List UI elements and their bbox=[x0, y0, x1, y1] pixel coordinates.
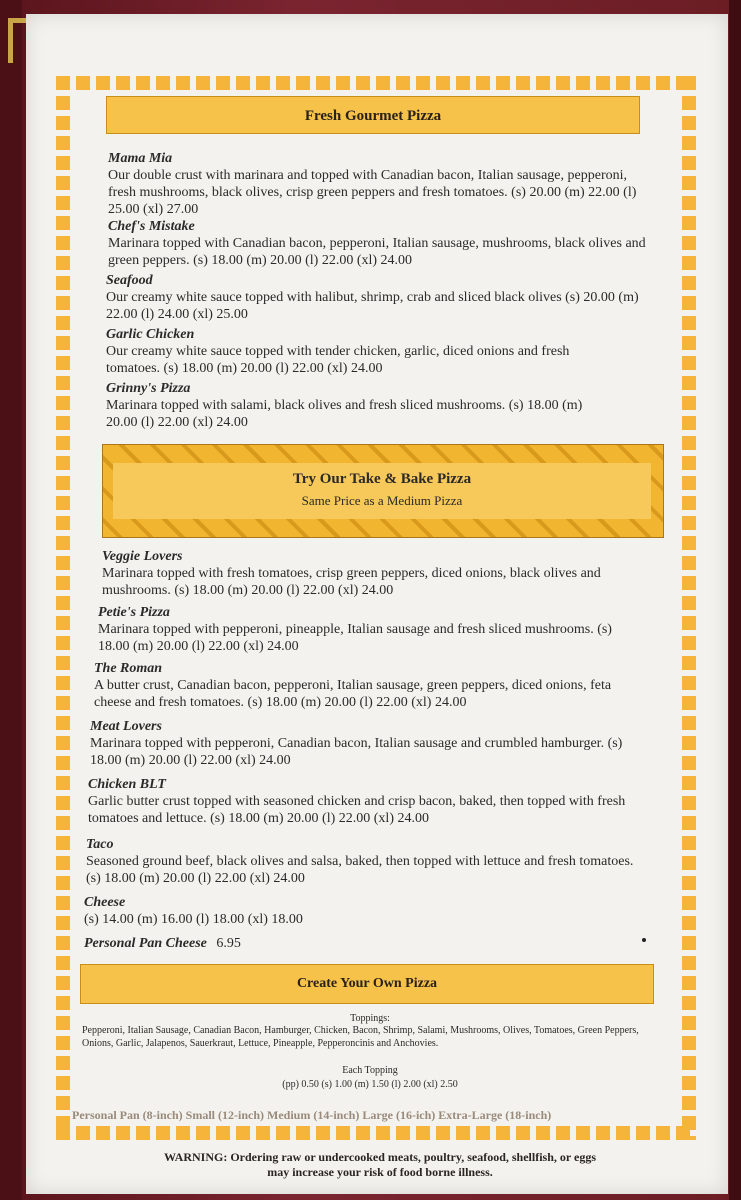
menu-item bbox=[102, 548, 622, 599]
menu-item bbox=[106, 272, 646, 323]
menu-item bbox=[94, 660, 640, 711]
section-banner-create bbox=[80, 964, 654, 1004]
item-description: Our creamy white sauce topped with tender chicken, garlic, diced onions and fresh tomatoes. (s) 18.00 (m) 20.00 (l) 22.00 (xl) 24.00 bbox=[106, 344, 570, 376]
personal-pan-item bbox=[84, 935, 624, 952]
take-bake-panel bbox=[113, 463, 651, 519]
menu-item bbox=[106, 380, 586, 431]
take-bake-banner bbox=[102, 444, 664, 538]
item-description: Seasoned ground beef, black olives and salsa, baked, then topped with lettuce and fresh tomatoes. (s) 18.00 (m) 20.00 (l) 22.00 (xl) 24.00 bbox=[86, 854, 634, 886]
item-name: Mama Mia bbox=[108, 151, 173, 166]
item-description: Our creamy white sauce topped with halibut, shrimp, crab and sliced black olives (s) 20.00 (m) 22.00 (l) 24.00 (xl) 25.00 bbox=[106, 290, 639, 322]
item-name: Petie's Pizza bbox=[98, 605, 170, 620]
item-name: Grinny's Pizza bbox=[106, 381, 191, 396]
item-name: Meat Lovers bbox=[90, 719, 162, 734]
item-description: (s) 14.00 (m) 16.00 (l) 18.00 (xl) 18.00 bbox=[84, 912, 303, 927]
take-bake-subtitle: Same Price as a Medium Pizza bbox=[301, 493, 463, 508]
menu-item bbox=[84, 894, 624, 928]
section-title-gourmet: Fresh Gourmet Pizza bbox=[304, 108, 442, 124]
menu-item bbox=[108, 218, 648, 269]
item-name: Cheese bbox=[84, 895, 126, 910]
item-name: Chef's Mistake bbox=[108, 219, 195, 234]
item-name: Taco bbox=[86, 837, 114, 852]
folder-spine bbox=[0, 0, 22, 1200]
pizza-sizes: Personal Pan (8-inch) Small (12-inch) Medium (14-inch) Large (16-ich) Extra-Large (18-inch) bbox=[72, 1108, 552, 1122]
item-description: Marinara topped with pepperoni, pineapple, Italian sausage and fresh sliced mushrooms. (s) 18.00 (m) 20.00 (l) 22.00 (xl) 24.00 bbox=[98, 622, 612, 654]
food-warning bbox=[80, 1150, 680, 1180]
each-topping-label: Each Topping bbox=[342, 1065, 398, 1076]
item-description: Marinara topped with fresh tomatoes, crisp green peppers, diced onions, black olives and mushrooms. (s) 18.00 (m) 20.00 (l) 22.00 (xl) 24.00 bbox=[102, 566, 601, 598]
menu-item bbox=[90, 718, 638, 769]
toppings-list: Pepperoni, Italian Sausage, Canadian Bacon, Hamburger, Chicken, Bacon, Shrimp, Salami, Mushrooms, Olives, Tomatoes, Green Peppers, Onions, Garlic, Jalapenos, Sauerkraut, Lettuce, Pineapple, Pepperoncinis and Anchovies. bbox=[82, 1025, 639, 1049]
menu-item bbox=[108, 150, 648, 218]
menu-item bbox=[86, 836, 650, 887]
menu-item bbox=[98, 604, 618, 655]
item-name: Chicken BLT bbox=[88, 777, 166, 792]
item-description: Marinara topped with Canadian bacon, pepperoni, Italian sausage, mushrooms, black olives and green peppers. (s) 18.00 (m) 20.00 (l) 22.00 (xl) 24.00 bbox=[108, 236, 646, 268]
item-description: Our double crust with marinara and topped with Canadian bacon, Italian sausage, pepperoni, fresh mushrooms, black olives, crisp green peppers and fresh tomatoes. (s) 20.00 (m) 22.00 (l) 25.00 (xl) 27.00 bbox=[108, 168, 637, 217]
menu-item bbox=[106, 326, 616, 377]
item-description: Marinara topped with pepperoni, Canadian bacon, Italian sausage and crumbled hamburger. (s) 18.00 (m) 20.00 (l) 22.00 (xl) 24.00 bbox=[90, 736, 623, 768]
each-topping-prices: (pp) 0.50 (s) 1.00 (m) 1.50 (l) 2.00 (xl) 2.50 bbox=[282, 1079, 458, 1090]
stray-mark bbox=[642, 938, 646, 942]
menu-item bbox=[88, 776, 636, 827]
item-description: Garlic butter crust topped with seasoned chicken and crisp bacon, baked, then topped with fresh tomatoes and lettuce. (s) 18.00 (m) 20.00 (l) 22.00 (xl) 24.00 bbox=[88, 794, 626, 826]
warning-line-1: WARNING: Ordering raw or undercooked meats, poultry, seafood, shellfish, or eggs bbox=[164, 1150, 596, 1164]
folder-edge bbox=[729, 0, 741, 1200]
take-bake-title: Try Our Take & Bake Pizza bbox=[292, 471, 472, 487]
toppings-label: Toppings: bbox=[350, 1013, 390, 1024]
item-description: A butter crust, Canadian bacon, pepperoni, Italian sausage, green peppers, diced onions, feta cheese and fresh tomatoes. (s) 18.00 (m) 20.00 (l) 22.00 (xl) 24.00 bbox=[94, 678, 612, 710]
section-title-create: Create Your Own Pizza bbox=[296, 976, 438, 991]
personal-pan-price: 6.95 bbox=[216, 936, 241, 951]
item-description: Marinara topped with salami, black olives and fresh sliced mushrooms. (s) 18.00 (m) 20.00 (l) 22.00 (xl) 24.00 bbox=[106, 398, 583, 430]
item-name: Garlic Chicken bbox=[106, 327, 195, 342]
warning-line-2: may increase your risk of food borne illness. bbox=[267, 1165, 493, 1179]
item-name: Seafood bbox=[106, 273, 153, 288]
item-name: Veggie Lovers bbox=[102, 549, 183, 564]
section-banner-gourmet bbox=[106, 96, 640, 134]
item-name: The Roman bbox=[94, 661, 163, 676]
personal-pan-name: Personal Pan Cheese bbox=[84, 936, 207, 951]
